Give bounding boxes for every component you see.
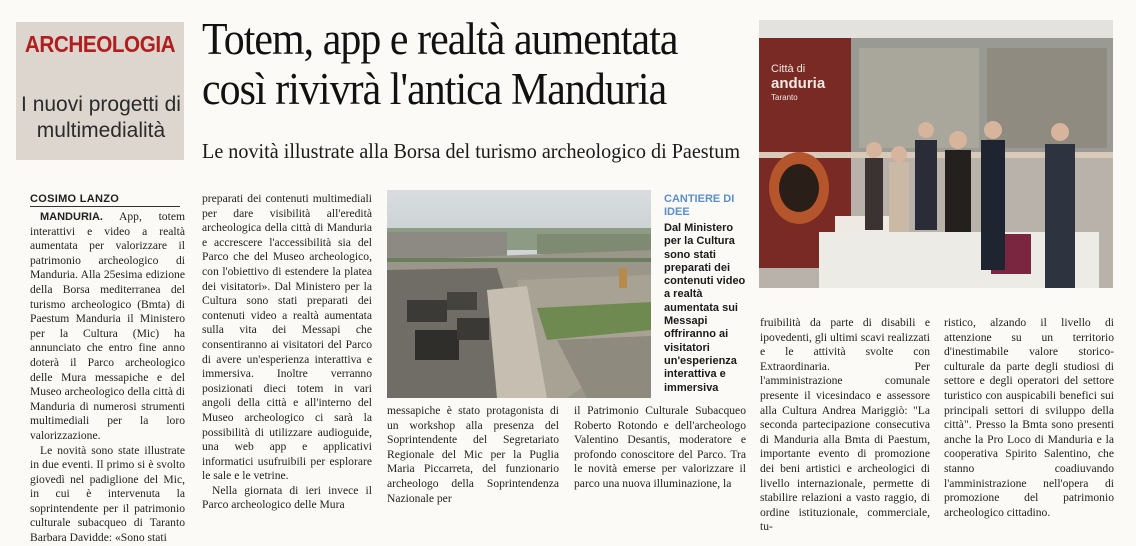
paragraph: fruibilità da parte di disabili e ipovedenti, gli ultimi scavi realizzati e le attività svolte con Extraordinaria. Per l'amministrazione comunale presente il vicesindaco e assessore alla Cultura Andrea Mariggiò: "La seconda partecipazione consecutiva di Manduria alla Bmta di Paestum, importante evento di promozione dei beni artistici e archeologici di livello internazionale, permette di stabilire relazioni a vasto raggio, di ordine istituzionale, commerciale, tu- bbox=[760, 316, 930, 534]
headline bbox=[202, 14, 762, 114]
section-tag: ARCHEOLOGIA bbox=[24, 31, 176, 57]
article-column-3 bbox=[387, 404, 559, 532]
article-column-5 bbox=[760, 316, 930, 532]
byline: COSIMO LANZO bbox=[30, 193, 180, 207]
paragraph: preparati dei contenuti multimediali per dare visibilità all'eredità archeologica della città di Manduria e accrescere l'accessibilità sia del Parco che del Museo archeologico, con l'obiettivo di estendere la platea dei visitatori». Dal Ministero per la Cultura sono stati preparati dei contenuti video a realtà aumentata sulla vita dei Messapi che consentiranno ai visitatori del Parco di avere un'esperienza interattiva e immersiva. Inoltre verranno posizionati dieci totem in vari angoli della città e all'interno del Museo archeologico ci sarà la possibilità di utilizzare audioguide, una web app e applicativi informatici usufruibili per esplorare le sale e le vetrine. bbox=[202, 192, 372, 483]
dateline: MANDURIA. bbox=[40, 211, 103, 223]
excavation-photo bbox=[387, 190, 651, 398]
paragraph: Le novità sono state illustrate in due eventi. Il primo si è svolto giovedì nel padiglione del Mic, in cui è intervenuta la soprintendente per il patrimonio culturale subacqueo di Taranto Barbara Davidde: «Sono stati bbox=[30, 443, 185, 545]
subheadline: Le novità illustrate alla Borsa del turismo archeologico di Paestum bbox=[202, 139, 741, 163]
paragraph: Nella giornata di ieri invece il Parco archeologico delle Mura bbox=[202, 483, 372, 512]
caption-text: Dal Ministero per la Cultura sono stati preparati dei contenuti video a realtà aumentata sui Messapi offriranno ai visitatori un'esperienza interattiva e immersiva bbox=[664, 222, 746, 394]
article-column-1 bbox=[30, 210, 185, 545]
stand-sign-line-1: Città di bbox=[771, 63, 806, 75]
paragraph: ristico, alzando il livello di attenzione su un territorio d'inestimabile valore storico-culturale da parte degli studiosi di settore e degli operatori del settore turistico con auspicabili benefici sui principali settori di sviluppo della città". Presso la Bmta sono presenti anche la Pro Loco di Manduria e la cooperativa Spirito Salentino, che stanno coadiuvando l'amministrazione nell'opera di promozione del patrimonio archeologico cittadino. bbox=[944, 316, 1114, 519]
paragraph: App, totem interattivi e video a realtà aumentata per valorizzare il patrimonio archeologico di Manduria. Alla 25esima edizione della Borsa mediterranea del turismo archeologico (Bmta) di Paestum Manduria il Ministero per la Cultura (Mic) ha annunciato che entro fine anno doterà il Parco archeologico delle Mura messapiche e del Museo archeologico della città di Manduria di numerosi strumenti multimediali per la loro valorizzazione. bbox=[30, 210, 185, 442]
headline-line-1: Totem, app e realtà aumentata bbox=[202, 14, 678, 64]
photo-caption bbox=[664, 193, 752, 395]
headline-line-2: così rivivrà l'antica Manduria bbox=[202, 64, 667, 114]
article-column-2 bbox=[202, 192, 372, 532]
section-subtitle: I nuovi progetti di multimedialità bbox=[21, 93, 181, 142]
stand-sign-line-2: anduria bbox=[771, 75, 826, 92]
stand-photo bbox=[759, 20, 1113, 288]
caption-title: CANTIERE DI IDEE bbox=[664, 193, 735, 218]
section-kicker bbox=[16, 22, 184, 160]
article-column-4 bbox=[574, 404, 746, 532]
paragraph: messapiche è stato protagonista di un workshop alla presenza del Soprintendente del Segretariato Regionale del Mic per la Puglia Maria Piccarreta, del funzionario archeologo della Soprintendenza Nazionale per bbox=[387, 404, 559, 505]
paragraph: il Patrimonio Culturale Subacqueo Roberto Rotondo e dell'archeologo Valentino Desantis, moderatore e profondo conoscitore del Parco. Tra le novità emerse per valorizzare il parco una nuova illuminazione, la bbox=[574, 404, 746, 490]
stand-sign-line-3: Taranto bbox=[771, 93, 798, 102]
article-column-6 bbox=[944, 316, 1114, 532]
